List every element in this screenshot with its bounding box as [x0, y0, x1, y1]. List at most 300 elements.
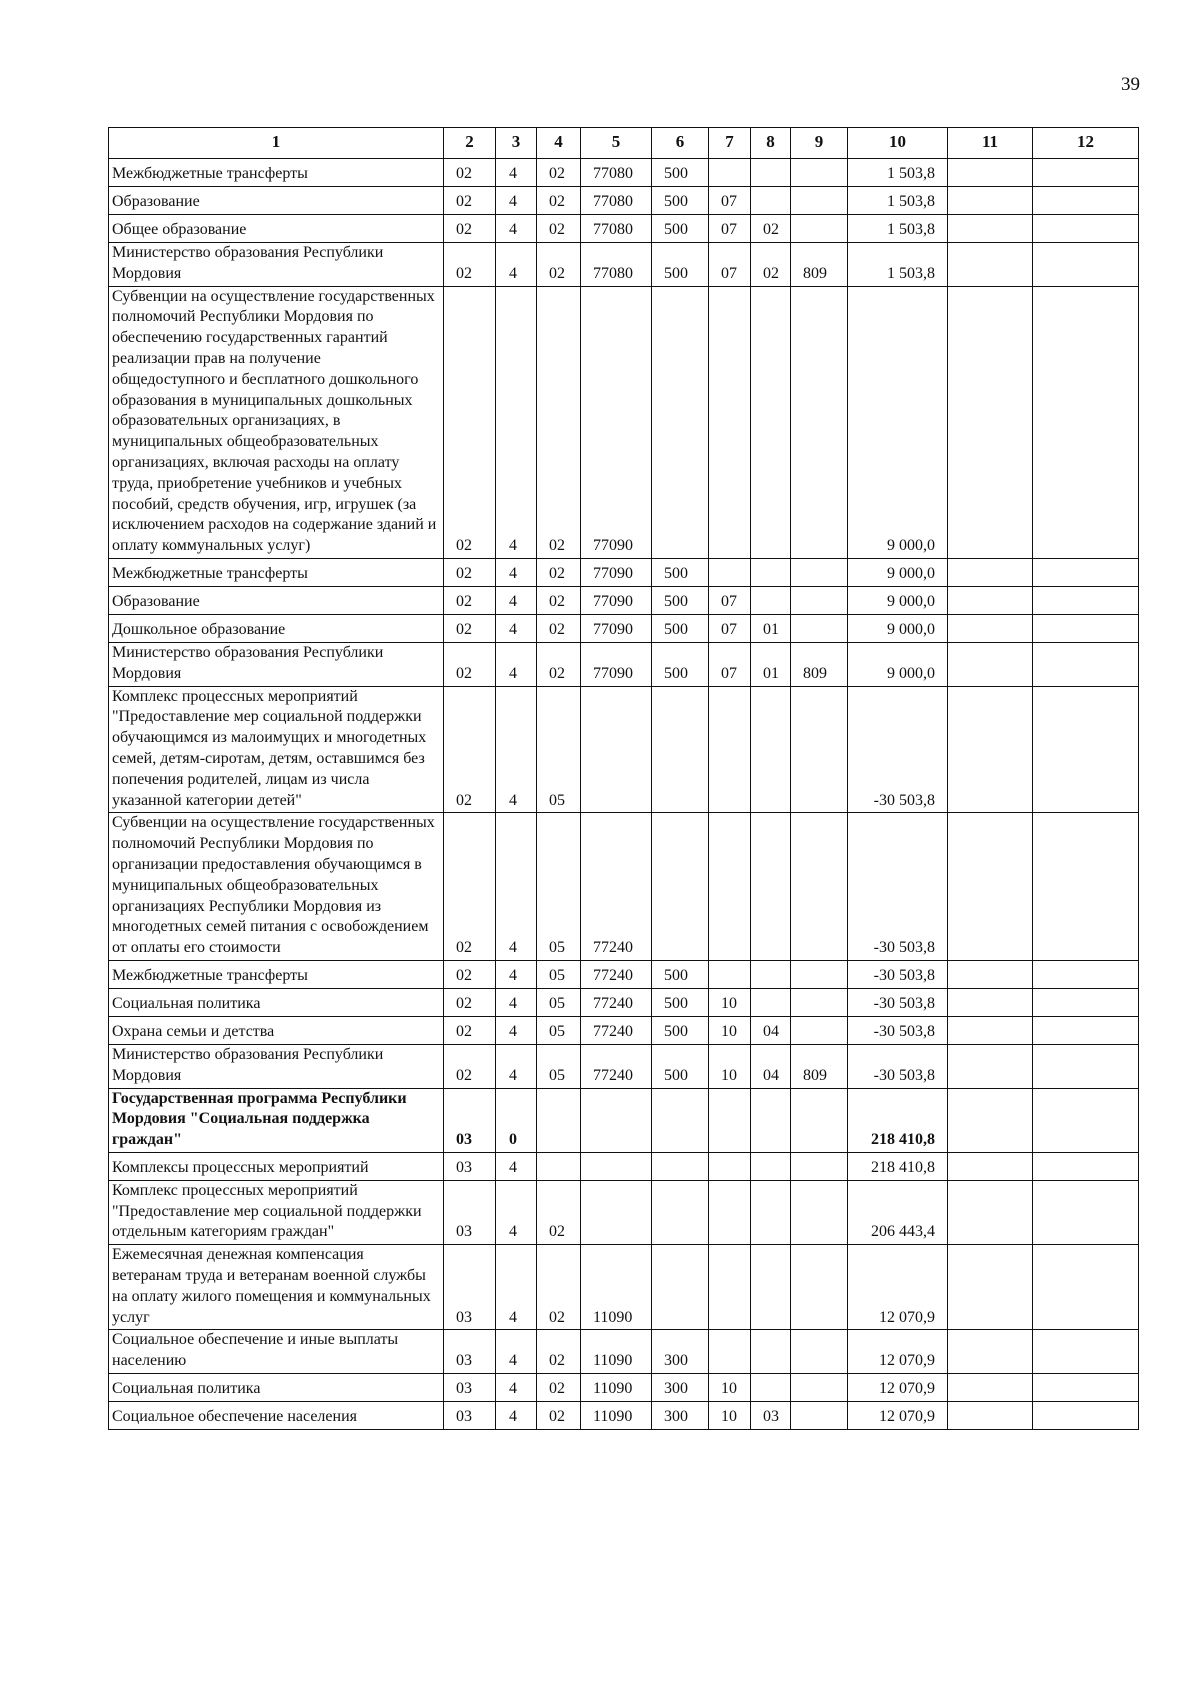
table-row [109, 1044, 1139, 1088]
program-code-cell: 4 [496, 286, 537, 558]
extra-col-12-cell [1033, 215, 1139, 243]
subsection-cell [751, 586, 791, 614]
expense-type-cell: 500 [652, 243, 709, 287]
chapter-code-cell: 02 [444, 215, 496, 243]
table-row [109, 286, 1139, 558]
amount-cell: 1 503,8 [848, 243, 948, 287]
expense-type-cell [652, 686, 709, 813]
ministry-code-cell [791, 558, 848, 586]
column-header: 5 [581, 128, 652, 159]
chapter-code-cell: 02 [444, 558, 496, 586]
chapter-code-cell: 03 [444, 1374, 496, 1402]
chapter-code-cell: 02 [444, 1044, 496, 1088]
column-header: 9 [791, 128, 848, 159]
row-name-cell: Субвенции на осуществление государственных полномочий Республики Мордовия по организации предоставления обучающимся в муниципальных общеобразовательных организациях Республики Мордовия из многодетных семей питания с освобождением от оплаты его стоимости [109, 813, 444, 961]
ministry-code-cell [791, 1330, 848, 1374]
amount-cell: -30 503,8 [848, 1044, 948, 1088]
subprogram-code-cell: 05 [537, 686, 581, 813]
row-name-cell: Охрана семьи и детства [109, 1016, 444, 1044]
expense-type-cell: 500 [652, 1016, 709, 1044]
row-name-cell: Социальное обеспечение населения [109, 1402, 444, 1430]
ministry-code-cell [791, 1088, 848, 1152]
subsection-cell: 03 [751, 1402, 791, 1430]
row-name-cell: Общее образование [109, 215, 444, 243]
extra-col-11-cell [948, 614, 1033, 642]
extra-col-12-cell [1033, 1016, 1139, 1044]
direction-code-cell: 11090 [581, 1245, 652, 1330]
subprogram-code-cell: 02 [537, 1245, 581, 1330]
amount-cell: -30 503,8 [848, 1016, 948, 1044]
row-name-cell: Социальное обеспечение и иные выплаты населению [109, 1330, 444, 1374]
chapter-code-cell: 02 [444, 187, 496, 215]
row-name-cell: Комплекс процессных мероприятий "Предоставление мер социальной поддержки отдельным категориям граждан" [109, 1180, 444, 1244]
row-name-cell: Дошкольное образование [109, 614, 444, 642]
row-name-cell: Государственная программа Республики Мордовия "Социальная поддержка граждан" [109, 1088, 444, 1152]
row-name-cell: Образование [109, 586, 444, 614]
table-row [109, 960, 1139, 988]
direction-code-cell: 11090 [581, 1330, 652, 1374]
extra-col-11-cell [948, 1402, 1033, 1430]
table-row [109, 1245, 1139, 1330]
subsection-cell [751, 1330, 791, 1374]
extra-col-11-cell [948, 187, 1033, 215]
amount-cell: 12 070,9 [848, 1330, 948, 1374]
subsection-cell [751, 286, 791, 558]
program-code-cell: 4 [496, 813, 537, 961]
program-code-cell: 4 [496, 642, 537, 686]
program-code-cell: 4 [496, 1245, 537, 1330]
extra-col-11-cell [948, 1088, 1033, 1152]
direction-code-cell: 77080 [581, 159, 652, 187]
subprogram-code-cell: 05 [537, 1016, 581, 1044]
section-cell [709, 1245, 751, 1330]
row-name-cell: Комплекс процессных мероприятий "Предоставление мер социальной поддержки обучающимся из малоимущих и многодетных семей, детям-сиротам, детям, оставшимся без попечения родителей, лицам из числа указанной категории детей" [109, 686, 444, 813]
program-code-cell: 4 [496, 187, 537, 215]
chapter-code-cell: 02 [444, 813, 496, 961]
extra-col-12-cell [1033, 1374, 1139, 1402]
chapter-code-cell: 02 [444, 960, 496, 988]
subprogram-code-cell: 02 [537, 215, 581, 243]
subprogram-code-cell: 02 [537, 642, 581, 686]
table-row [109, 558, 1139, 586]
section-cell [709, 1152, 751, 1180]
extra-col-11-cell [948, 215, 1033, 243]
subprogram-code-cell: 02 [537, 1180, 581, 1244]
amount-cell: 218 410,8 [848, 1088, 948, 1152]
row-name-cell: Комплексы процессных мероприятий [109, 1152, 444, 1180]
column-header: 4 [537, 128, 581, 159]
row-name-cell: Министерство образования Республики Мордовия [109, 642, 444, 686]
row-name-cell: Образование [109, 187, 444, 215]
extra-col-11-cell [948, 813, 1033, 961]
amount-cell: 9 000,0 [848, 614, 948, 642]
extra-col-12-cell [1033, 586, 1139, 614]
ministry-code-cell: 809 [791, 1044, 848, 1088]
extra-col-11-cell [948, 960, 1033, 988]
table-row [109, 215, 1139, 243]
subprogram-code-cell: 02 [537, 1402, 581, 1430]
row-name-cell: Межбюджетные трансферты [109, 960, 444, 988]
amount-cell: -30 503,8 [848, 960, 948, 988]
program-code-cell: 4 [496, 159, 537, 187]
chapter-code-cell: 03 [444, 1088, 496, 1152]
direction-code-cell [581, 1180, 652, 1244]
section-cell: 10 [709, 1016, 751, 1044]
chapter-code-cell: 02 [444, 286, 496, 558]
extra-col-11-cell [948, 686, 1033, 813]
amount-cell: -30 503,8 [848, 686, 948, 813]
section-cell [709, 558, 751, 586]
ministry-code-cell [791, 1152, 848, 1180]
amount-cell: -30 503,8 [848, 813, 948, 961]
subsection-cell [751, 988, 791, 1016]
ministry-code-cell [791, 988, 848, 1016]
extra-col-11-cell [948, 286, 1033, 558]
amount-cell: 218 410,8 [848, 1152, 948, 1180]
extra-col-11-cell [948, 586, 1033, 614]
program-code-cell: 4 [496, 586, 537, 614]
amount-cell: 12 070,9 [848, 1402, 948, 1430]
column-header: 11 [948, 128, 1033, 159]
extra-col-11-cell [948, 988, 1033, 1016]
expense-type-cell: 500 [652, 215, 709, 243]
chapter-code-cell: 02 [444, 988, 496, 1016]
budget-table [108, 127, 1139, 1430]
expense-type-cell: 500 [652, 642, 709, 686]
extra-col-11-cell [948, 642, 1033, 686]
program-code-cell: 4 [496, 1402, 537, 1430]
subsection-cell [751, 686, 791, 813]
chapter-code-cell: 03 [444, 1330, 496, 1374]
row-name-cell: Социальная политика [109, 1374, 444, 1402]
subsection-cell: 01 [751, 642, 791, 686]
amount-cell: -30 503,8 [848, 988, 948, 1016]
program-code-cell: 4 [496, 1374, 537, 1402]
subprogram-code-cell: 02 [537, 614, 581, 642]
section-cell: 10 [709, 1044, 751, 1088]
direction-code-cell: 77240 [581, 988, 652, 1016]
direction-code-cell: 11090 [581, 1374, 652, 1402]
ministry-code-cell: 809 [791, 243, 848, 287]
extra-col-12-cell [1033, 1152, 1139, 1180]
subsection-cell [751, 813, 791, 961]
program-code-cell: 0 [496, 1088, 537, 1152]
section-cell [709, 1088, 751, 1152]
program-code-cell: 4 [496, 243, 537, 287]
chapter-code-cell: 02 [444, 614, 496, 642]
chapter-code-cell: 02 [444, 159, 496, 187]
row-name-cell: Межбюджетные трансферты [109, 558, 444, 586]
amount-cell: 206 443,4 [848, 1180, 948, 1244]
section-cell: 07 [709, 586, 751, 614]
direction-code-cell: 77240 [581, 813, 652, 961]
subsection-cell [751, 187, 791, 215]
chapter-code-cell: 03 [444, 1402, 496, 1430]
ministry-code-cell [791, 286, 848, 558]
row-name-cell: Министерство образования Республики Мордовия [109, 1044, 444, 1088]
table-row [109, 1180, 1139, 1244]
direction-code-cell: 77090 [581, 558, 652, 586]
program-code-cell: 4 [496, 960, 537, 988]
column-header: 7 [709, 128, 751, 159]
direction-code-cell [581, 1088, 652, 1152]
expense-type-cell [652, 1180, 709, 1244]
ministry-code-cell [791, 586, 848, 614]
extra-col-11-cell [948, 1330, 1033, 1374]
row-name-cell: Министерство образования Республики Мордовия [109, 243, 444, 287]
section-cell [709, 159, 751, 187]
extra-col-12-cell [1033, 1245, 1139, 1330]
section-cell: 07 [709, 187, 751, 215]
section-cell: 10 [709, 988, 751, 1016]
column-header: 8 [751, 128, 791, 159]
program-code-cell: 4 [496, 558, 537, 586]
table-row [109, 642, 1139, 686]
subsection-cell: 02 [751, 215, 791, 243]
subprogram-code-cell [537, 1152, 581, 1180]
program-code-cell: 4 [496, 988, 537, 1016]
row-name-cell: Социальная политика [109, 988, 444, 1016]
extra-col-12-cell [1033, 243, 1139, 287]
subsection-cell [751, 1180, 791, 1244]
section-cell [709, 686, 751, 813]
direction-code-cell [581, 1152, 652, 1180]
direction-code-cell: 77240 [581, 1044, 652, 1088]
table-row [109, 813, 1139, 961]
expense-type-cell: 500 [652, 558, 709, 586]
amount-cell: 12 070,9 [848, 1245, 948, 1330]
amount-cell: 1 503,8 [848, 159, 948, 187]
subprogram-code-cell: 05 [537, 1044, 581, 1088]
table-row [109, 159, 1139, 187]
subprogram-code-cell: 02 [537, 159, 581, 187]
expense-type-cell [652, 286, 709, 558]
direction-code-cell: 77090 [581, 642, 652, 686]
direction-code-cell: 77090 [581, 286, 652, 558]
section-cell: 07 [709, 642, 751, 686]
section-cell: 10 [709, 1402, 751, 1430]
expense-type-cell: 300 [652, 1402, 709, 1430]
extra-col-12-cell [1033, 642, 1139, 686]
subprogram-code-cell: 02 [537, 558, 581, 586]
subsection-cell [751, 1374, 791, 1402]
expense-type-cell: 500 [652, 586, 709, 614]
amount-cell: 9 000,0 [848, 558, 948, 586]
ministry-code-cell [791, 187, 848, 215]
section-cell [709, 286, 751, 558]
subsection-cell [751, 1152, 791, 1180]
amount-cell: 9 000,0 [848, 286, 948, 558]
page-number: 39 [1121, 74, 1140, 95]
subprogram-code-cell: 02 [537, 187, 581, 215]
row-name-cell: Ежемесячная денежная компенсация ветеранам труда и ветеранам военной службы на оплату жилого помещения и коммунальных услуг [109, 1245, 444, 1330]
ministry-code-cell [791, 1374, 848, 1402]
expense-type-cell: 500 [652, 187, 709, 215]
chapter-code-cell: 02 [444, 1016, 496, 1044]
direction-code-cell: 77080 [581, 243, 652, 287]
direction-code-cell: 77080 [581, 215, 652, 243]
extra-col-11-cell [948, 1044, 1033, 1088]
subprogram-code-cell: 02 [537, 586, 581, 614]
section-cell: 07 [709, 614, 751, 642]
ministry-code-cell [791, 1180, 848, 1244]
column-header: 2 [444, 128, 496, 159]
subsection-cell [751, 960, 791, 988]
direction-code-cell: 77080 [581, 187, 652, 215]
subsection-cell: 04 [751, 1044, 791, 1088]
section-cell [709, 1330, 751, 1374]
subprogram-code-cell: 05 [537, 988, 581, 1016]
table-row [109, 1088, 1139, 1152]
program-code-cell: 4 [496, 614, 537, 642]
amount-cell: 1 503,8 [848, 215, 948, 243]
column-number-header [109, 128, 1139, 159]
extra-col-12-cell [1033, 1330, 1139, 1374]
extra-col-12-cell [1033, 1044, 1139, 1088]
extra-col-12-cell [1033, 813, 1139, 961]
program-code-cell: 4 [496, 686, 537, 813]
extra-col-12-cell [1033, 286, 1139, 558]
table-row [109, 686, 1139, 813]
chapter-code-cell: 02 [444, 586, 496, 614]
ministry-code-cell [791, 215, 848, 243]
ministry-code-cell [791, 614, 848, 642]
amount-cell: 1 503,8 [848, 187, 948, 215]
row-name-cell: Межбюджетные трансферты [109, 159, 444, 187]
amount-cell: 9 000,0 [848, 586, 948, 614]
extra-col-12-cell [1033, 1402, 1139, 1430]
subsection-cell [751, 1245, 791, 1330]
table-row [109, 243, 1139, 287]
chapter-code-cell: 02 [444, 243, 496, 287]
extra-col-12-cell [1033, 988, 1139, 1016]
chapter-code-cell: 03 [444, 1245, 496, 1330]
row-name-cell: Субвенции на осуществление государственных полномочий Республики Мордовия по обеспечению государственных гарантий реализации прав на получение общедоступного и бесплатного дошкольного образования в муниципальных дошкольных образовательных организациях, в муниципальных общеобразовательных организациях, включая расходы на оплату труда, приобретение учебников и учебных пособий, средств обучения, игр, игрушек (за исключением расходов на содержание зданий и оплату коммунальных услуг) [109, 286, 444, 558]
expense-type-cell [652, 1088, 709, 1152]
extra-col-11-cell [948, 1374, 1033, 1402]
chapter-code-cell: 03 [444, 1180, 496, 1244]
table-row [109, 988, 1139, 1016]
subprogram-code-cell: 02 [537, 1330, 581, 1374]
extra-col-12-cell [1033, 614, 1139, 642]
extra-col-12-cell [1033, 960, 1139, 988]
expense-type-cell: 500 [652, 614, 709, 642]
chapter-code-cell: 02 [444, 686, 496, 813]
section-cell: 07 [709, 243, 751, 287]
program-code-cell: 4 [496, 1180, 537, 1244]
subsection-cell: 02 [751, 243, 791, 287]
extra-col-11-cell [948, 1180, 1033, 1244]
extra-col-11-cell [948, 1016, 1033, 1044]
program-code-cell: 4 [496, 1152, 537, 1180]
section-cell [709, 960, 751, 988]
ministry-code-cell [791, 1402, 848, 1430]
direction-code-cell: 77240 [581, 1016, 652, 1044]
extra-col-11-cell [948, 558, 1033, 586]
table-row [109, 1016, 1139, 1044]
subprogram-code-cell [537, 1088, 581, 1152]
ministry-code-cell [791, 813, 848, 961]
ministry-code-cell [791, 1245, 848, 1330]
subprogram-code-cell: 02 [537, 1374, 581, 1402]
expense-type-cell [652, 1152, 709, 1180]
ministry-code-cell: 809 [791, 642, 848, 686]
direction-code-cell: 77090 [581, 586, 652, 614]
subsection-cell [751, 159, 791, 187]
extra-col-11-cell [948, 159, 1033, 187]
program-code-cell: 4 [496, 1330, 537, 1374]
subsection-cell [751, 1088, 791, 1152]
subprogram-code-cell: 05 [537, 813, 581, 961]
column-header: 3 [496, 128, 537, 159]
column-header: 12 [1033, 128, 1139, 159]
direction-code-cell: 77090 [581, 614, 652, 642]
expense-type-cell: 500 [652, 1044, 709, 1088]
subsection-cell: 04 [751, 1016, 791, 1044]
program-code-cell: 4 [496, 215, 537, 243]
table-row [109, 1152, 1139, 1180]
table-row [109, 1330, 1139, 1374]
extra-col-12-cell [1033, 558, 1139, 586]
extra-col-11-cell [948, 1245, 1033, 1330]
expense-type-cell: 300 [652, 1330, 709, 1374]
subsection-cell: 01 [751, 614, 791, 642]
direction-code-cell [581, 686, 652, 813]
program-code-cell: 4 [496, 1044, 537, 1088]
direction-code-cell: 11090 [581, 1402, 652, 1430]
ministry-code-cell [791, 686, 848, 813]
amount-cell: 12 070,9 [848, 1374, 948, 1402]
subprogram-code-cell: 02 [537, 243, 581, 287]
expense-type-cell: 300 [652, 1374, 709, 1402]
table-row [109, 586, 1139, 614]
ministry-code-cell [791, 159, 848, 187]
expense-type-cell [652, 1245, 709, 1330]
section-cell: 10 [709, 1374, 751, 1402]
subprogram-code-cell: 05 [537, 960, 581, 988]
table-body [109, 159, 1139, 1430]
extra-col-12-cell [1033, 1088, 1139, 1152]
chapter-code-cell: 03 [444, 1152, 496, 1180]
table-row [109, 1374, 1139, 1402]
column-header: 6 [652, 128, 709, 159]
table-row [109, 187, 1139, 215]
extra-col-11-cell [948, 243, 1033, 287]
section-cell [709, 813, 751, 961]
extra-col-12-cell [1033, 686, 1139, 813]
chapter-code-cell: 02 [444, 642, 496, 686]
ministry-code-cell [791, 960, 848, 988]
expense-type-cell: 500 [652, 988, 709, 1016]
ministry-code-cell [791, 1016, 848, 1044]
expense-type-cell [652, 813, 709, 961]
table-row [109, 614, 1139, 642]
direction-code-cell: 77240 [581, 960, 652, 988]
program-code-cell: 4 [496, 1016, 537, 1044]
amount-cell: 9 000,0 [848, 642, 948, 686]
column-header: 1 [109, 128, 444, 159]
expense-type-cell: 500 [652, 159, 709, 187]
subsection-cell [751, 558, 791, 586]
extra-col-12-cell [1033, 1180, 1139, 1244]
section-cell: 07 [709, 215, 751, 243]
subprogram-code-cell: 02 [537, 286, 581, 558]
extra-col-12-cell [1033, 159, 1139, 187]
table-row [109, 1402, 1139, 1430]
section-cell [709, 1180, 751, 1244]
extra-col-12-cell [1033, 187, 1139, 215]
expense-type-cell: 500 [652, 960, 709, 988]
